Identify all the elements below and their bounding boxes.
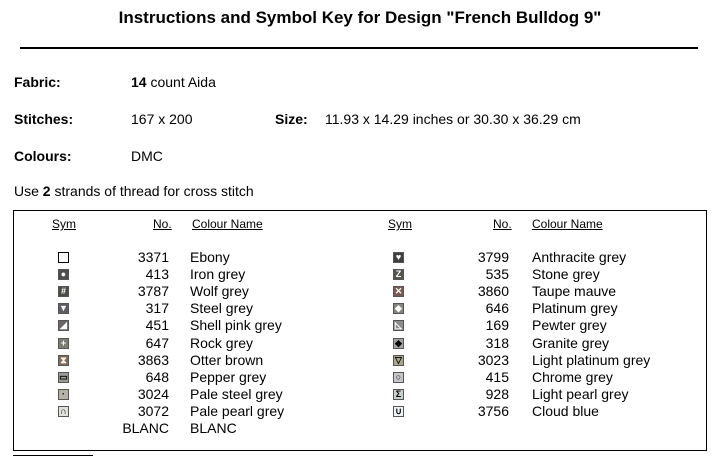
colours-value: DMC [131,148,163,164]
colour-name: Stone grey [532,266,600,282]
table-row [0,249,720,266]
strands-instruction [14,183,254,199]
colour-name: Pale pearl grey [190,403,285,419]
hash-icon: # [58,286,69,297]
plus-icon: + [58,338,69,349]
down-triangle-icon: ▼ [59,303,68,313]
small-diamond-icon: ◆ [393,338,404,349]
dot-icon: · [58,389,69,400]
title-divider [20,47,698,49]
colour-number: BLANC [122,420,169,436]
table-row [0,317,720,334]
colour-name: Otter brown [190,352,264,368]
table-row [0,266,720,283]
fabric-label: Fabric: [14,74,61,90]
colour-number: 3072 [137,403,169,419]
header-no-right: No. [493,217,512,231]
colour-number: 3787 [137,283,169,299]
colour-name: Ebony [190,249,230,265]
colour-name: Rock grey [190,335,254,351]
table-row [0,300,720,317]
colour-number: 451 [145,317,169,333]
header-sym-left: Sym [52,217,76,231]
colour-name: Anthracite grey [532,249,627,265]
header-no-left: No. [153,217,172,231]
footer-rule [13,455,93,456]
colour-number: 3756 [477,403,509,419]
colour-name: Iron grey [190,266,246,282]
fabric-type: count Aida [146,74,216,90]
colour-name: Taupe mauve [532,283,617,299]
colour-name: Pale steel grey [190,386,283,402]
colour-number: 3860 [477,283,509,299]
table-row [0,386,720,403]
colour-number: 169 [485,317,509,333]
colour-name: Platinum grey [532,300,618,316]
header-name-left: Colour Name [192,217,263,231]
triangle-outline-icon: ◺ [393,320,404,331]
table-row [0,403,720,420]
sigma-icon: Σ [393,389,404,400]
strands-count: 2 [42,183,51,199]
colour-name: Chrome grey [532,369,613,385]
colour-number: 648 [145,369,169,385]
strands-post: strands of thread for cross stitch [50,183,254,199]
colour-name: Light pearl grey [532,386,629,402]
cup-icon: ∪ [393,406,404,417]
header-name-right: Colour Name [532,217,603,231]
colours-label: Colours: [14,148,72,164]
fabric-value [131,74,216,90]
table-row [0,369,720,386]
x-cross-icon: ✕ [394,286,403,296]
diamond-icon: ◆ [393,303,404,314]
colour-name: Wolf grey [190,283,249,299]
square-bar-icon: ▭ [59,372,68,382]
size-label: Size: [275,111,308,127]
colour-name: Shell pink grey [190,317,282,333]
stitches-value: 167 x 200 [131,111,193,127]
z-letter-icon: Z [393,269,404,280]
colour-number: 3024 [137,386,169,402]
colour-name: Cloud blue [532,403,599,419]
colour-number: 317 [145,300,169,316]
colour-number: 415 [485,369,509,385]
colour-number: 3799 [477,249,509,265]
table-row [0,352,720,369]
table-row [0,420,720,437]
stitches-label: Stitches: [14,111,74,127]
ring-icon: ○ [393,372,404,383]
filled-circle-icon: ● [58,269,69,280]
colour-name: Light platinum grey [532,352,651,368]
table-row [0,283,720,300]
colour-name: BLANC [190,420,237,436]
colour-number: 318 [485,335,509,351]
colour-number: 3371 [137,249,169,265]
size-value: 11.93 x 14.29 inches or 30.30 x 36.29 cm [325,111,581,127]
colour-name: Pewter grey [532,317,607,333]
fabric-count: 14 [131,74,147,90]
table-row [0,335,720,352]
arch-icon: ∩ [58,406,69,417]
strands-pre: Use [14,183,43,199]
colour-number: 647 [145,335,169,351]
heart-icon: ♥ [393,252,404,263]
colour-number: 928 [485,386,509,402]
header-sym-right: Sym [388,217,412,231]
down-triangle-outline-icon: ▽ [393,355,404,366]
colour-number: 413 [145,266,169,282]
colour-number: 535 [485,266,509,282]
corner-triangle-icon: ◢ [58,320,69,331]
hourglass-icon: ⧗ [58,355,69,366]
colour-number: 646 [485,300,509,316]
colour-number: 3023 [477,352,509,368]
page-title: Instructions and Symbol Key for Design "French Bulldog 9" [118,8,602,27]
colour-name: Pepper grey [190,369,267,385]
colour-name: Steel grey [190,300,254,316]
colour-number: 3863 [137,352,169,368]
colour-name: Granite grey [532,335,610,351]
